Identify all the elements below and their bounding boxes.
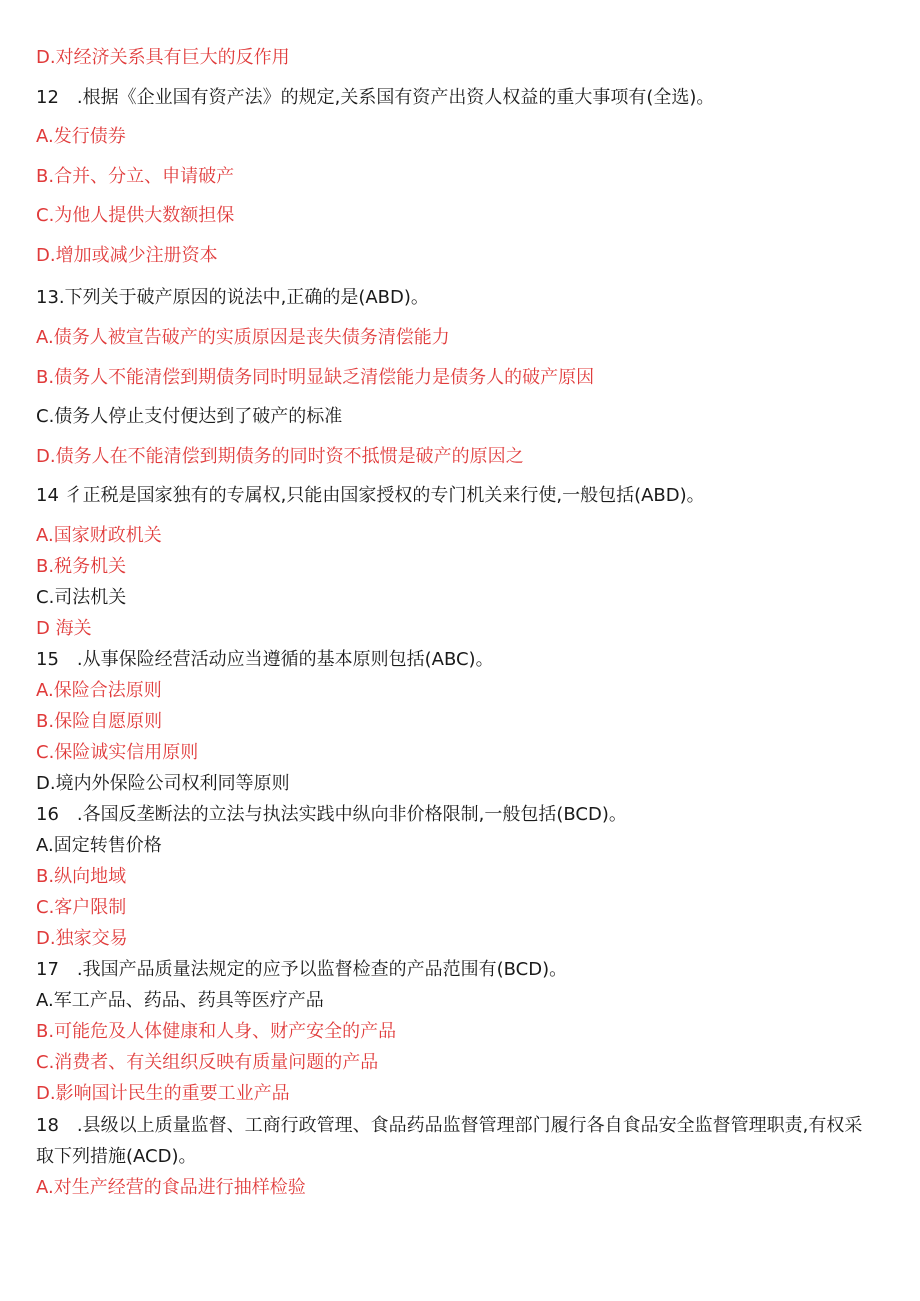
q11-option-d: D.对经济关系具有巨大的反作用 <box>36 47 290 68</box>
q17-option-c: C.消费者、有关组织反映有质量问题的产品 <box>36 1052 379 1073</box>
q14-option-b: B.税务机关 <box>36 556 127 577</box>
q15-question: 15 .从事保险经营活动应当遵循的基本原则包括(ABC)。 <box>36 649 494 670</box>
q14-option-d: D 海关 <box>36 618 92 639</box>
q16-option-a: A.固定转售价格 <box>36 835 162 856</box>
q16-question: 16 .各国反垄断法的立法与执法实践中纵向非价格限制,一般包括(BCD)。 <box>36 804 627 825</box>
q18-question: 18 .县级以上质量监督、工商行政管理、食品药品监督管理部门履行各自食品安全监督管理职责,有权采取下列措施(ACD)。 <box>36 1115 863 1167</box>
q14-option-c: C.司法机关 <box>36 587 127 608</box>
q18-option-a: A.对生产经营的食品进行抽样检验 <box>36 1177 306 1198</box>
q15-option-c: C.保险诚实信用原则 <box>36 742 199 763</box>
q13-option-d: D.债务人在不能清偿到期债务的同时资不抵惯是破产的原因之 <box>36 446 524 467</box>
q16-option-c: C.客户限制 <box>36 897 127 918</box>
q12-option-a: A.发行债券 <box>36 126 126 147</box>
q15-option-d: D.境内外保险公司权利同等原则 <box>36 773 290 794</box>
q17-option-d: D.影响国计民生的重要工业产品 <box>36 1083 290 1104</box>
q13-option-c: C.债务人停止支付便达到了破产的标准 <box>36 406 343 427</box>
q17-option-a: A.军工产品、药品、药具等医疗产品 <box>36 990 324 1011</box>
q16-option-b: B.纵向地域 <box>36 866 127 887</box>
q14-question: 14 彳正税是国家独有的专属权,只能由国家授权的专门机关来行使,一般包括(ABD)。 <box>36 485 705 506</box>
q17-question: 17 .我国产品质量法规定的应予以监督检查的产品范围有(BCD)。 <box>36 959 568 980</box>
q13-option-a: A.债务人被宣告破产的实质原因是丧失债务清偿能力 <box>36 327 450 348</box>
q15-option-a: A.保险合法原则 <box>36 680 162 701</box>
q17-option-b: B.可能危及人体健康和人身、财产安全的产品 <box>36 1021 397 1042</box>
q12-question: 12 .根据《企业国有资产法》的规定,关系国有资产出资人权益的重大事项有(全选)。 <box>36 87 715 108</box>
q14-option-a: A.国家财政机关 <box>36 525 162 546</box>
q12-option-b: B.合并、分立、申请破产 <box>36 166 235 187</box>
q13-question: 13.下列关于破产原因的说法中,正确的是(ABD)。 <box>36 287 429 308</box>
q12-option-d: D.增加或减少注册资本 <box>36 245 218 266</box>
q15-option-b: B.保险自愿原则 <box>36 711 163 732</box>
q16-option-d: D.独家交易 <box>36 928 128 949</box>
q12-option-c: C.为他人提供大数额担保 <box>36 205 235 226</box>
q13-option-b: B.债务人不能清偿到期债务同时明显缺乏清偿能力是债务人的破产原因 <box>36 367 595 388</box>
